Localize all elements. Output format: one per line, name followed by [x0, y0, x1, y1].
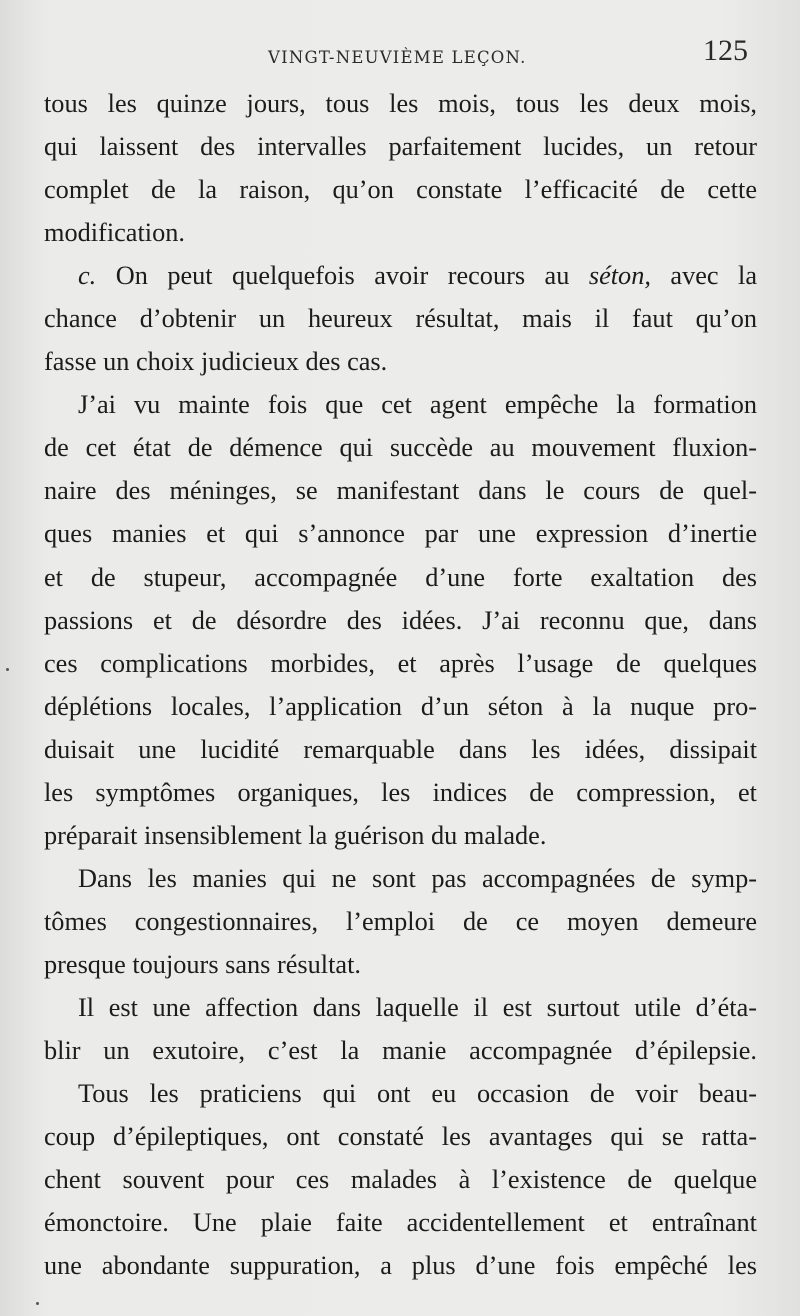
text-line: complet de la raison, qu’on constate l’efficacité de cette	[44, 175, 757, 205]
text-line: Tous les praticiens qui ont eu occasion de voir beau-	[78, 1079, 757, 1109]
text-line: ces complications morbides, et après l’usage de quelques	[44, 648, 757, 678]
text-line: passions et de désordre des idées. J’ai reconnu que, dans	[44, 605, 757, 635]
print-speck	[36, 1302, 39, 1305]
text-line: de cet état de démence qui succède au mouvement fluxion-	[44, 433, 757, 463]
text-line: tômes congestionnaires, l’emploi de ce moyen demeure	[44, 906, 757, 936]
text-line: presque toujours sans résultat.	[44, 949, 361, 979]
text-line: et de stupeur, accompagnée d’une forte exaltation des	[44, 562, 757, 592]
text-line: les symptômes organiques, les indices de compression, et	[44, 777, 757, 807]
running-head-title: VINGT-NEUVIÈME LEÇON.	[268, 48, 527, 67]
text-line: chance d’obtenir un heureux résultat, mais il faut qu’on	[44, 304, 757, 334]
text-line: naire des méninges, se manifestant dans le cours de quel-	[44, 476, 757, 506]
item-marker: c.	[78, 261, 97, 291]
text-line: préparait insensiblement la guérison du malade.	[44, 820, 547, 850]
text-line: blir un exutoire, c’est la manie accompagnée d’épilepsie.	[44, 1036, 757, 1066]
text-line: chent souvent pour ces malades à l’existence de quelque	[44, 1165, 757, 1195]
italic-term: séton,	[588, 261, 651, 291]
text-line-item-c	[44, 254, 757, 297]
text-line: tous les quinze jours, tous les mois, tous les deux mois,	[44, 89, 757, 118]
text-fragment: On peut quelquefois avoir recours au	[115, 261, 570, 291]
text-line: Il est une affection dans laquelle il est surtout utile d’éta-	[78, 992, 757, 1022]
text-line: ques manies et qui s’annonce par une expression d’inertie	[44, 519, 757, 549]
text-line: émonctoire. Une plaie faite accidentellement et entraînant	[44, 1208, 757, 1238]
text-line: J’ai vu mainte fois que cet agent empêche la formation	[78, 390, 757, 420]
text-line: modification.	[44, 218, 185, 248]
text-fragment: avec la	[670, 261, 758, 291]
print-speck	[6, 668, 9, 671]
text-line: une abondante suppuration, a plus d’une fois empêché les	[44, 1251, 757, 1281]
running-head	[0, 28, 800, 88]
text-line: fasse un choix judicieux des cas.	[44, 347, 388, 377]
page-number: 125	[703, 34, 748, 67]
text-line: qui laissent des intervalles parfaitement lucides, un retour	[44, 132, 757, 162]
text-line: Dans les manies qui ne sont pas accompagnées de symp-	[78, 863, 757, 893]
body-text	[44, 82, 757, 1287]
text-line: coup d’épileptiques, ont constaté les avantages qui se ratta-	[44, 1122, 757, 1152]
text-line: duisait une lucidité remarquable dans les idées, dissipait	[44, 734, 757, 764]
text-line: déplétions locales, l’application d’un séton à la nuque pro-	[44, 691, 757, 721]
